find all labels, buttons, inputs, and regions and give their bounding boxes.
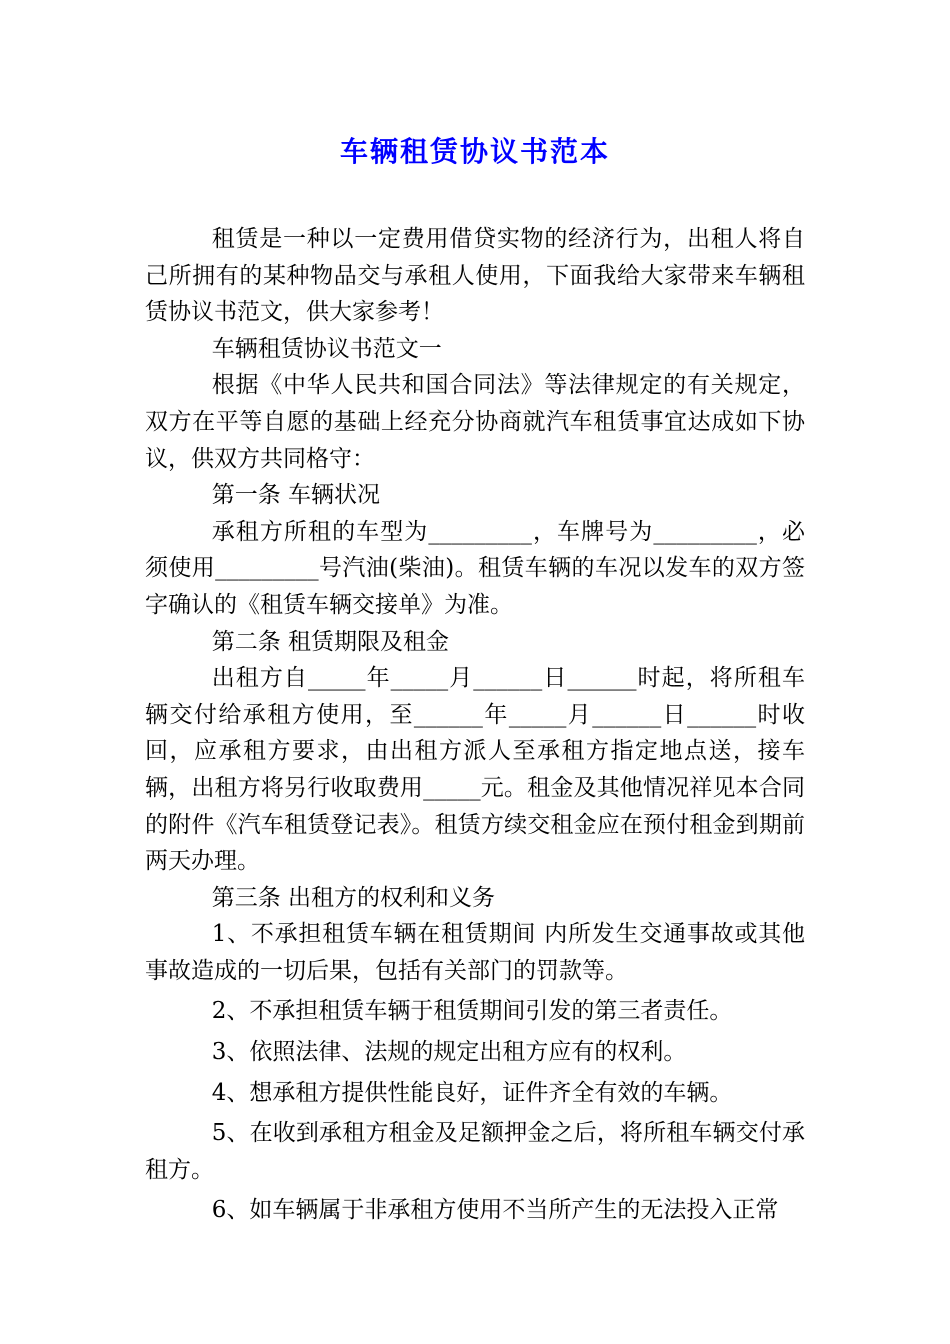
article-3-item-1: 1、不承担租赁车辆在租赁期间 内所发生交通事故或其他事故造成的一切后果，包括有关部门的罚款等。 [145, 921, 805, 984]
document-body [145, 221, 805, 1229]
article-3-item-4: 4、想承租方提供性能良好，证件齐全有效的车辆。 [211, 1079, 733, 1106]
preamble-paragraph: 根据《中华人民共和国合同法》等法律规定的有关规定，双方在平等自愿的基础上经充分协商就汽车租赁事宜达成如下协议，供双方共同格守： [145, 372, 805, 472]
article-3-item-6: 6、如车辆属于非承租方使用不当所产生的无法投入正常 [211, 1197, 779, 1224]
article-2-body: 出租方自_____年_____月______日______时起，将所租车辆交付给承租方使用，至______年_____月______日______时收回，应承租方要求，由出租方派人至承租方指定地点送，接车辆，出租方将另行收取费用_____元。租金及其他情况祥见本合同的附件《汽车租赁登记表》。租赁方续交租金应在预付租金到期前两天办理。 [145, 665, 805, 875]
document-title: 车辆租赁协议书范本 [339, 135, 610, 168]
intro-paragraph: 租赁是一种以一定费用借贷实物的经济行为，出租人将自己所拥有的某种物品交与承租人使用，下面我给大家带来车辆租赁协议书范文，供大家参考！ [145, 226, 805, 326]
article-2-heading: 第二条 租赁期限及租金 [211, 628, 449, 655]
article-3-heading: 第三条 出租方的权利和义务 [211, 884, 495, 911]
section-heading-sample-one: 车辆租赁协议书范文一 [211, 335, 442, 362]
article-3-item-5: 5、在收到承租方租金及足额押金之后，将所租车辆交付承租方。 [145, 1120, 805, 1183]
article-1-body: 承租方所租的车型为_________，车牌号为_________，必须使用_________号汽油(柴油)。租赁车辆的车况以发车的双方签字确认的《租赁车辆交接单》为准。 [145, 518, 806, 618]
article-3-item-2: 2、不承担租赁车辆于租赁期间引发的第三者责任。 [211, 998, 733, 1025]
article-3-item-3: 3、依照法律、法规的规定出租方应有的权利。 [211, 1039, 687, 1066]
article-1-heading: 第一条 车辆状况 [211, 482, 380, 509]
